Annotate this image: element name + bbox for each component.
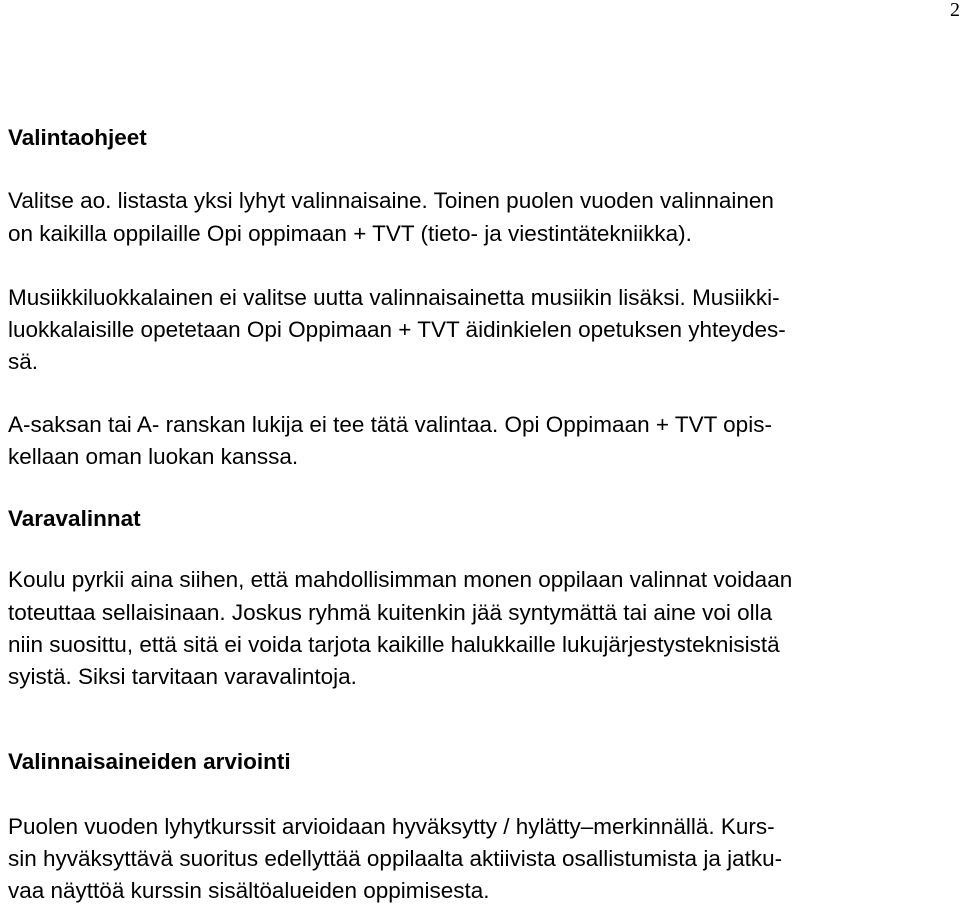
section-heading-valintaohjeet: Valintaohjeet (8, 125, 147, 150)
paragraph-line: Koulu pyrkii aina siihen, että mahdollisimman monen oppilaan valinnat voidaan (8, 567, 793, 592)
paragraph-line: Valitse ao. listasta yksi lyhyt valinnaisaine. Toinen puolen vuoden valinnainen (8, 188, 774, 213)
paragraph-line: Puolen vuoden lyhytkurssit arvioidaan hyväksytty / hylätty–merkinnällä. Kurs- (8, 814, 775, 839)
section-heading-varavalinnat: Varavalinnat (8, 506, 141, 531)
page-number: 2 (950, 0, 960, 21)
paragraph-line: kellaan oman luokan kanssa. (8, 444, 299, 469)
paragraph-line: Musiikkiluokkalainen ei valitse uutta valinnaisainetta musiikin lisäksi. Musiikki- (8, 285, 780, 310)
paragraph-line: A-saksan tai A- ranskan lukija ei tee tätä valintaa. Opi Oppimaan + TVT opis- (8, 412, 772, 437)
paragraph-line: on kaikilla oppilaille Opi oppimaan + TVT (tieto- ja viestintätekniikka). (8, 221, 692, 246)
paragraph-line: sä. (8, 349, 39, 374)
paragraph-line: sin hyväksyttävä suoritus edellyttää oppilaalta aktiivista osallistumista ja jatku- (8, 846, 783, 871)
paragraph-line: niin suosittu, että sitä ei voida tarjota kaikille halukkaille lukujärjestysteknisistä (8, 632, 780, 657)
section-heading-valinnaisaineiden-arviointi: Valinnaisaineiden arviointi (8, 749, 291, 774)
paragraph-line: vaa näyttöä kurssin sisältöalueiden oppimisesta. (8, 878, 490, 903)
paragraph-line: syistä. Siksi tarvitaan varavalintoja. (8, 664, 357, 689)
paragraph-line: luokkalaisille opetetaan Opi Oppimaan + TVT äidinkielen opetuksen yhteydes- (8, 317, 786, 342)
paragraph-line: toteuttaa sellaisinaan. Joskus ryhmä kuitenkin jää syntymättä tai aine voi olla (8, 600, 773, 625)
